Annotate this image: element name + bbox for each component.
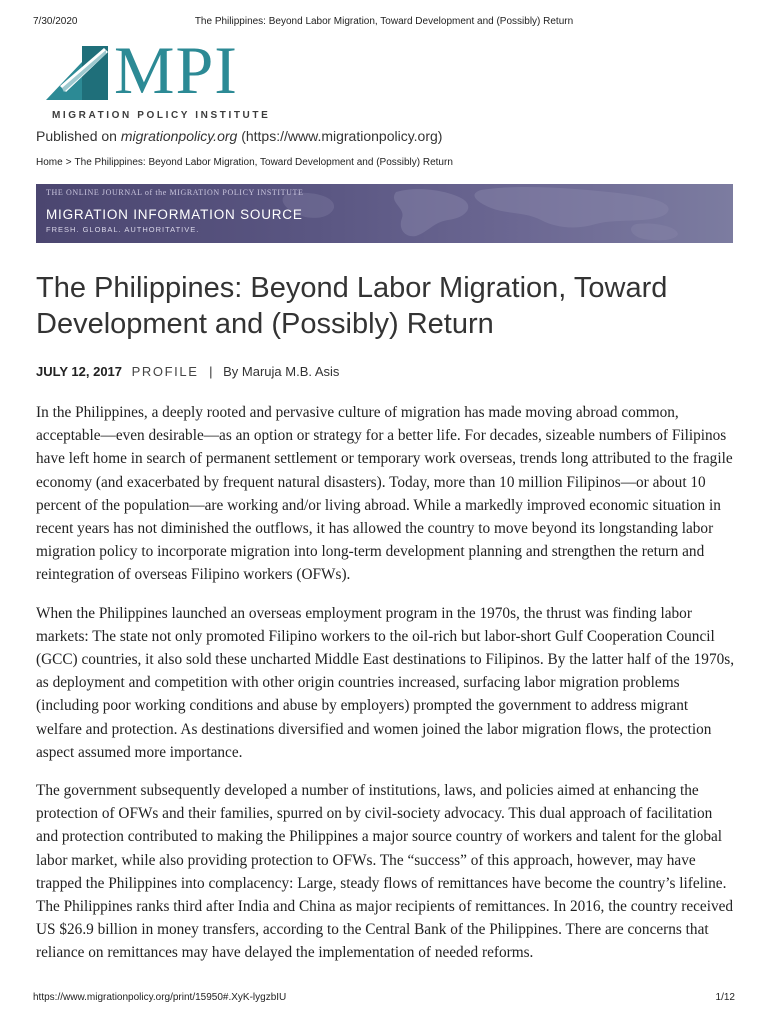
published-url: (https://www.migrationpolicy.org): [237, 128, 443, 144]
published-prefix: Published on: [36, 128, 121, 144]
page-number: 1/12: [715, 992, 735, 1003]
mpi-logo-subtitle: MIGRATION POLICY INSTITUTE: [52, 110, 271, 121]
mpi-logo-mark-icon: [42, 42, 112, 110]
print-date: 7/30/2020: [33, 16, 78, 27]
article-date: JULY 12, 2017: [36, 364, 123, 379]
print-page-title: The Philippines: Beyond Labor Migration, Toward Development and (Possibly) Return: [194, 16, 574, 27]
breadcrumb-home-link[interactable]: Home: [36, 157, 63, 168]
published-site-link[interactable]: migrationpolicy.org: [120, 128, 238, 144]
article-body: [36, 401, 736, 980]
banner-journal-label: THE ONLINE JOURNAL of the MIGRATION POLICY INSTITUTE: [46, 188, 304, 197]
banner-source-title: MIGRATION INFORMATION SOURCE: [46, 207, 303, 222]
print-footer: [33, 992, 735, 1006]
article-paragraph: The government subsequently developed a number of institutions, laws, and policies aimed at enhancing the protection of OFWs and their families, spurred on by civil-society advocacy. This dual approach of facilitation and protection contributed to making the Philippines a major source country of workers and talent for the global labor market, while also providing protection to OFWs. The “success” of this approach, however, may have trapped the Philippines into complacency: Large, steady flows of remittances have become the country’s lifeline. The Philippines ranks third after India and China as major recipients of remittances. In 2016, the country received US $26.9 billion in money transfers, according to the Central Bank of the Philippines. There are concerns that reliance on remittances may have delayed the implementation of needed reforms.: [36, 782, 734, 962]
breadcrumb-current: The Philippines: Beyond Labor Migration, Toward Development and (Possibly) Return: [74, 157, 453, 168]
print-url: https://www.migrationpolicy.org/print/15950#.XyK-lygzbIU: [33, 992, 287, 1003]
mpi-logo-text: MPI: [114, 32, 238, 108]
article-title: The Philippines: Beyond Labor Migration, Toward Development and (Possibly) Return: [36, 272, 668, 340]
article-paragraph: When the Philippines launched an overseas employment program in the 1970s, the thrust was finding labor markets: The state not only promoted Filipino workers to the oil-rich but labor-short Gulf Cooperation Council (GCC) countries, it also sold these uncharted Middle East destinations to Filipinos. By the latter half of the 1970s, as deployment and competition with other origin countries increased, surfacing labor migration problems (including poor working conditions and abuse by employers) prompted the government to address migrant welfare and protection. As destinations diversified and women joined the labor migration flows, the protection aspect assumed more importance.: [36, 604, 735, 761]
breadcrumb-separator: >: [65, 157, 72, 168]
migration-information-source-banner[interactable]: [36, 184, 733, 243]
print-header: [33, 16, 735, 30]
published-on-line: [36, 128, 442, 144]
breadcrumb: [36, 157, 453, 168]
article-paragraph: In the Philippines, a deeply rooted and pervasive culture of migration has made moving abroad common, acceptable—even desirable—as an option or strategy for a better life. For decades, sizeable numbers of Filipinos have left home in search of permanent settlement or temporary work overseas, trends long attributed to the fragile economy (and exacerbated by frequent natural disasters). Today, more than 10 million Filipinos—or about 10 percent of the population—are working and/or living abroad. While a markedly improved economic situation in recent years has not diminished the outflows, it has allowed the country to move beyond its longstanding labor migration policy to incorporate migration into long-term development planning and strengthen the return and reintegration of overseas Filipino workers (OFWs).: [36, 404, 733, 584]
article-meta: [36, 364, 339, 379]
article-byline: By Maruja M.B. Asis: [223, 364, 340, 379]
banner-tagline: FRESH. GLOBAL. AUTHORITATIVE.: [46, 225, 200, 234]
mpi-logo[interactable]: [42, 32, 282, 124]
meta-divider: |: [209, 364, 213, 379]
article-type-link[interactable]: PROFILE: [131, 364, 199, 379]
